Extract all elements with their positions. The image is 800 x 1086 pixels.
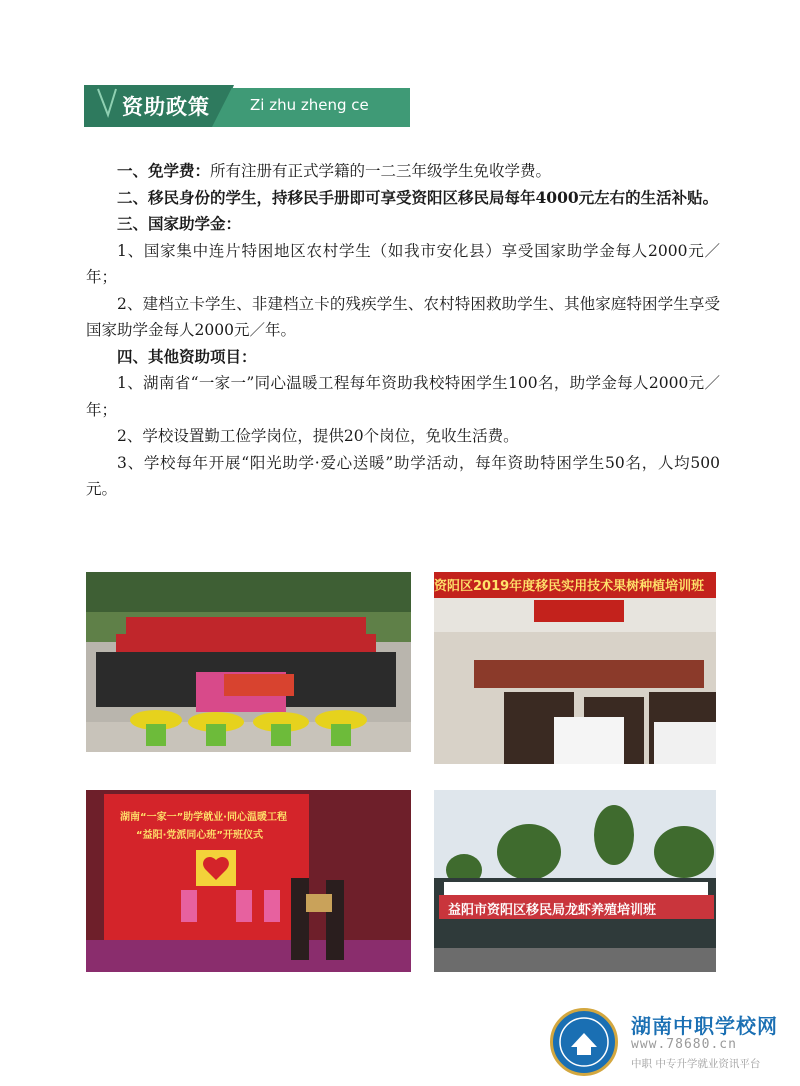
photo-training-class: [434, 572, 716, 764]
policy-text: [86, 158, 720, 503]
page-subtitle: Zi zhu zheng ce: [250, 96, 369, 114]
site-slogan: 中职 中专升学就业资讯平台: [631, 1058, 761, 1070]
policy-body: 所有注册有正式学籍的一二三年级学生免收学费。: [210, 162, 552, 180]
school-logo-icon: [550, 1008, 618, 1076]
section-banner: [84, 85, 410, 127]
site-url: www.78680.cn: [631, 1037, 737, 1052]
outdoor-illustration: [434, 790, 716, 972]
policy-body: 1、湖南省“一家一”同心温暖工程每年资助我校特困学生100名，助学金每人2000元／年；: [86, 374, 720, 419]
policy-body: 2、学校设置勤工俭学岗位，提供20个岗位，免收生活费。: [117, 427, 519, 445]
photo3-banner-line1: 湖南“一家一”助学就业·同心温暖工程: [120, 812, 287, 823]
policy-paragraph: [86, 291, 720, 344]
banner-check-icon: [96, 85, 118, 127]
policy-body: 3、学校每年开展“阳光助学·爱心送暖”助学活动，每年资助特困学生50名，人均500元。: [86, 453, 720, 498]
policy-paragraph: [86, 185, 720, 212]
policy-paragraph: [86, 344, 720, 371]
policy-lead: 四、其他资助项目：: [117, 346, 257, 366]
policy-paragraph: [86, 423, 720, 450]
policy-lead: 二、移民身份的学生，持移民手册即可享受资阳区移民局每年4000元左右的生活补贴。: [117, 187, 719, 207]
policy-lead: 三、国家助学金：: [117, 214, 242, 233]
photo4-banner-text: 益阳市资阳区移民局龙虾养殖培训班: [448, 903, 657, 918]
policy-paragraph: [86, 450, 720, 503]
policy-paragraph: [86, 211, 720, 238]
photo-group-ceremony: [86, 572, 411, 752]
policy-paragraph: [86, 158, 720, 185]
page-title: 资助政策: [122, 95, 210, 119]
classroom-illustration: [434, 572, 716, 764]
policy-paragraph: [86, 238, 720, 291]
photo-stage-ceremony: [86, 790, 411, 972]
policy-body: 2、建档立卡学生、非建档立卡的残疾学生、农村特困救助学生、其他家庭特困学生享受国家助学金每人2000元／年。: [86, 294, 720, 339]
logo-emblem-icon: [553, 1011, 615, 1073]
policy-body: 1、国家集中连片特困地区农村学生（如我市安化县）享受国家助学金每人2000元／年；: [86, 241, 720, 286]
photo3-banner-line2: “益阳·党派同心班”开班仪式: [136, 830, 263, 841]
policy-paragraph: [86, 370, 720, 423]
photo2-banner-text: 资阳区2019年度移民实用技术果树种植培训班: [434, 579, 705, 594]
site-name: 湖南中职学校网: [631, 1014, 778, 1038]
group-photo-illustration: [86, 572, 411, 752]
policy-lead: 一、免学费：: [117, 161, 211, 180]
photo-outdoor-training: [434, 790, 716, 972]
